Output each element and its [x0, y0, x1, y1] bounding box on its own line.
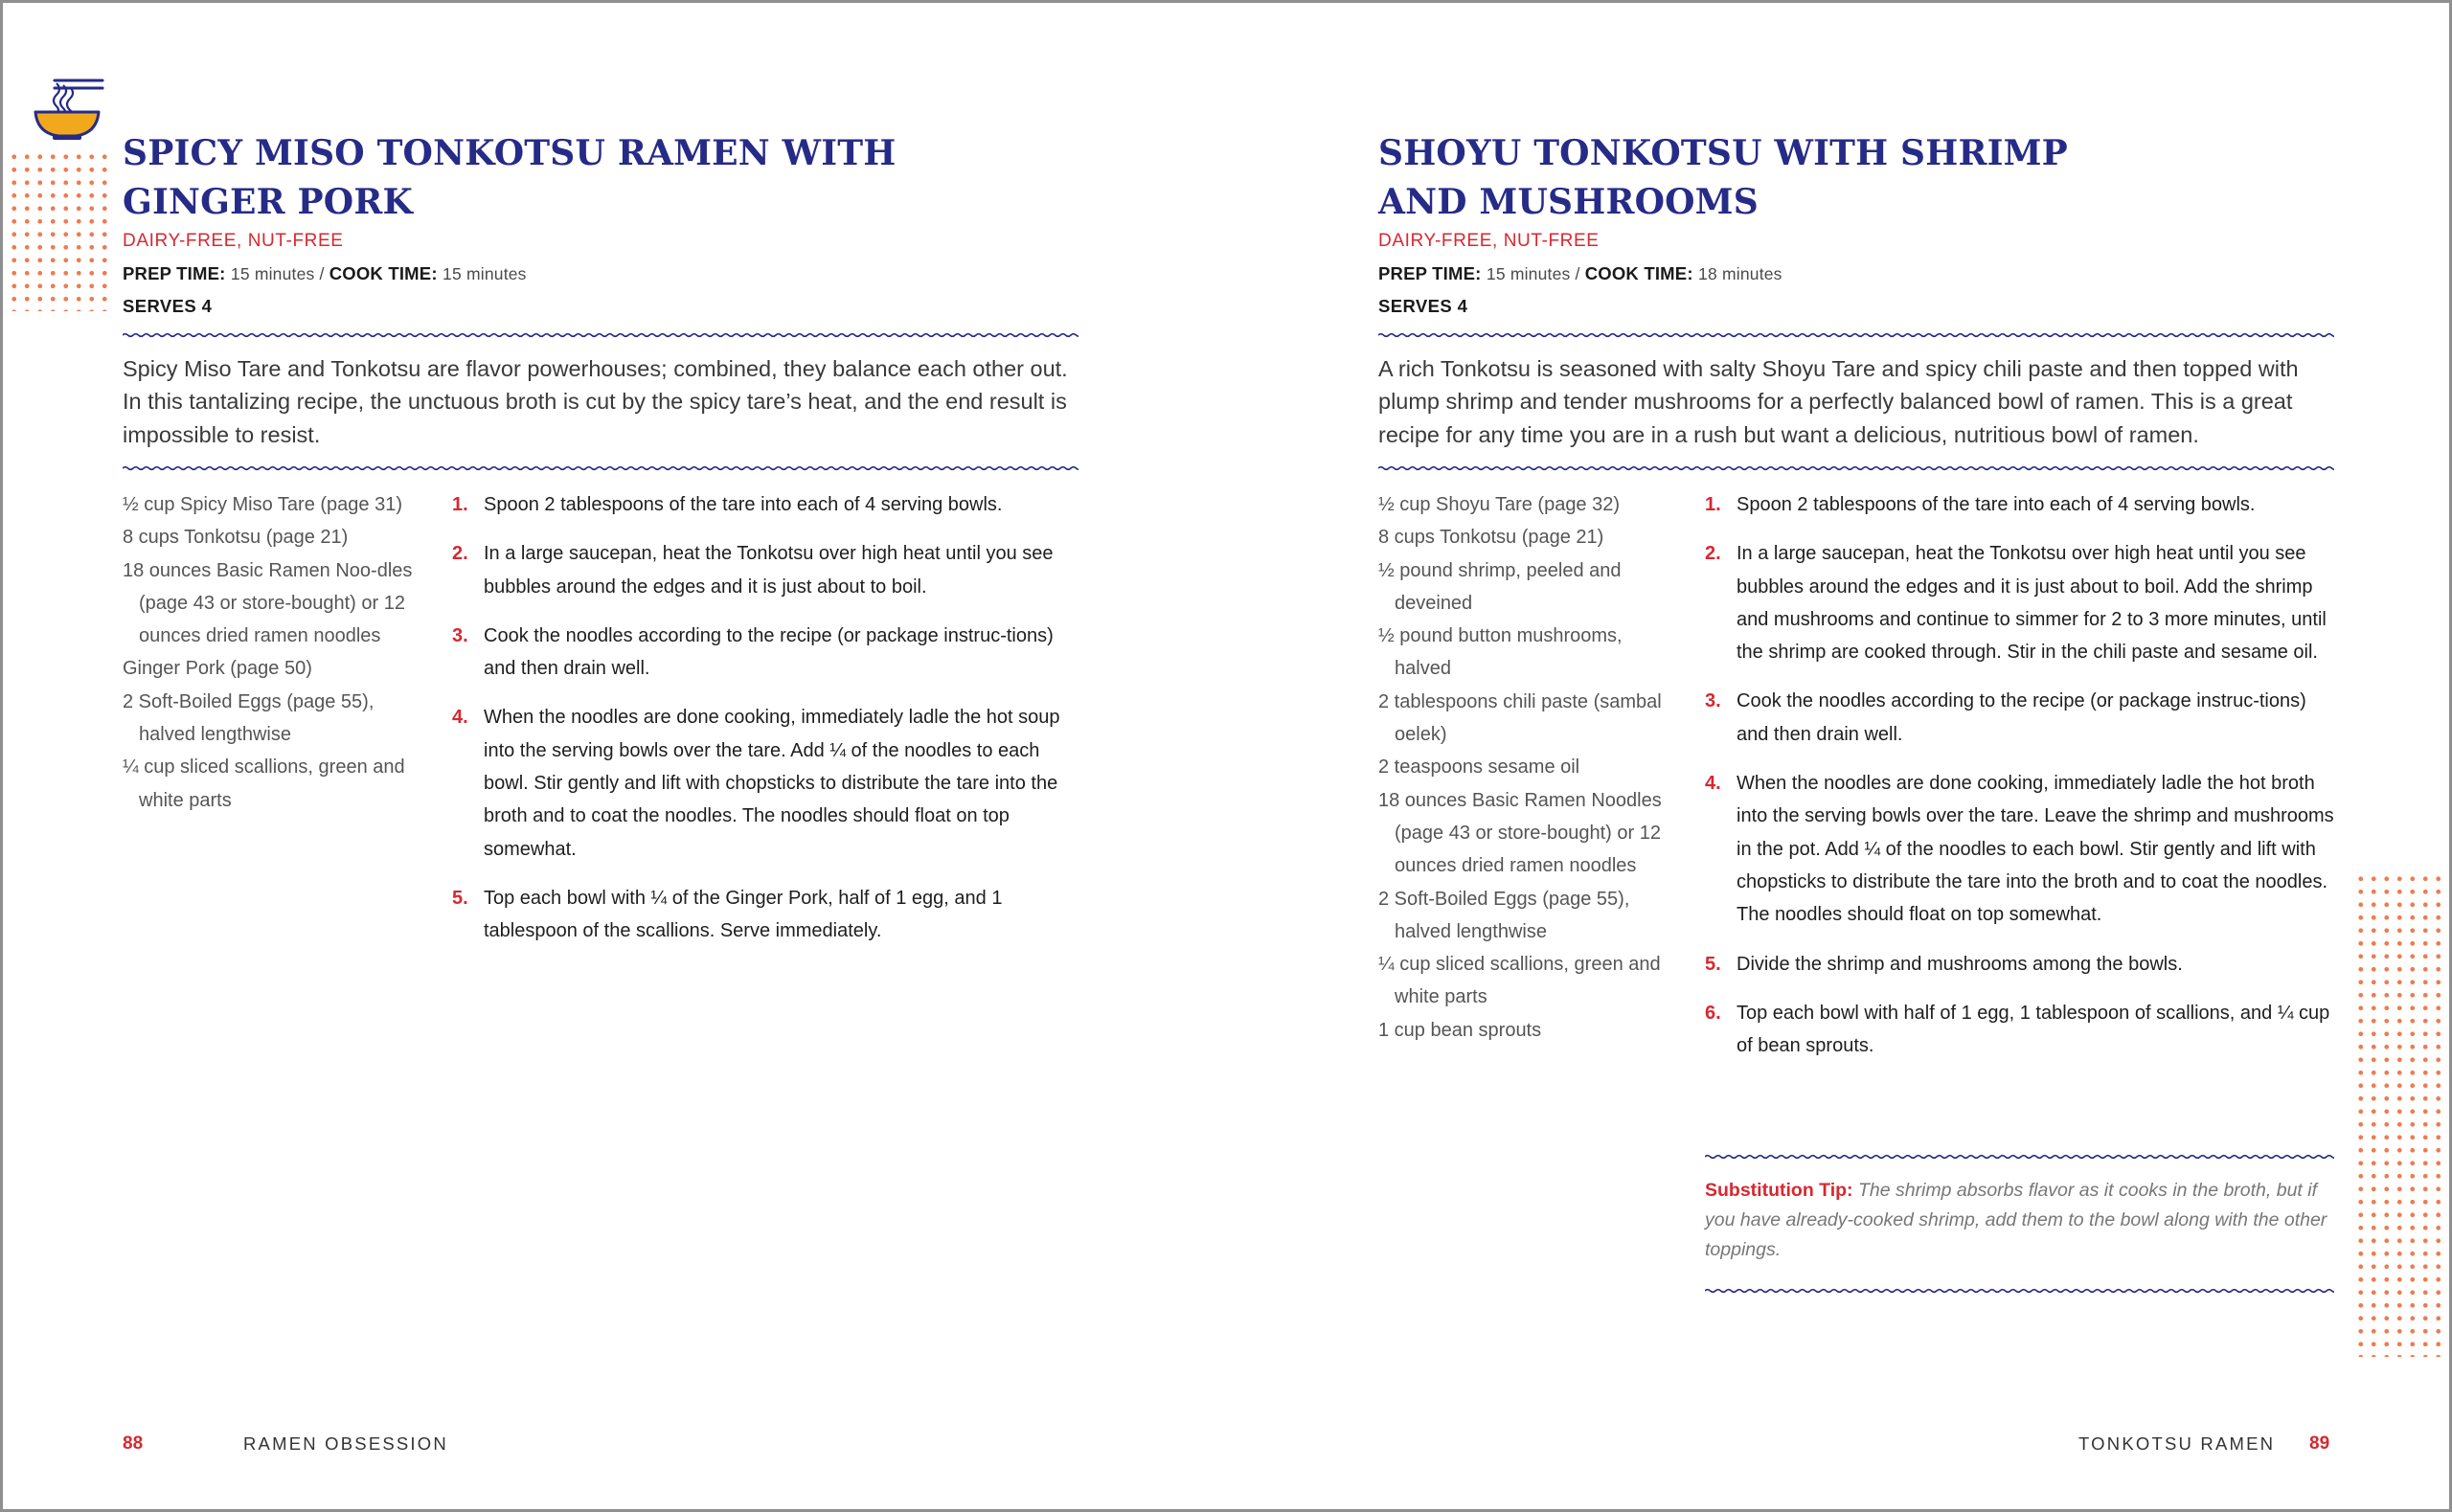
dietary-tags: DAIRY-FREE, NUT-FREE: [123, 231, 344, 251]
ingredient-item: 2 tablespoons chili paste (sambal oelek): [1378, 690, 1662, 746]
step-number: 4.: [452, 707, 468, 729]
method-step: [452, 620, 1084, 686]
page-number: 88: [123, 1433, 144, 1454]
ingredient-item: 1 cup bean sprouts: [1378, 1019, 1542, 1041]
prep-time-value: 15 minutes: [230, 264, 315, 283]
left-page: [3, 3, 1226, 1509]
prep-cook-times: [1378, 263, 1782, 284]
cook-time-label: COOK TIME:: [1584, 263, 1693, 283]
step-text: Cook the noodles according to the recipe (or package instruc-tions) and then drain well.: [1737, 690, 2306, 745]
wavy-divider: [123, 330, 1078, 340]
running-head: TONKOTSU RAMEN: [2078, 1433, 2276, 1454]
ramen-bowl-icon: [32, 76, 108, 141]
ingredient-item: ¼ cup sliced scallions, green and white parts: [1378, 954, 1661, 1008]
step-text: When the noodles are done cooking, immediately ladle the hot broth into the serving bowls over the tare. Leave the shrimp and mushrooms in the pot. Add ¼ of the noodles to each bowl. Stir gently and lift with chopsticks to distribute the tare into the broth and to coat the noodles. The noodles should float on top somewhat.: [1737, 773, 2334, 926]
ingredient-item: ½ pound shrimp, peeled and deveined: [1378, 559, 1622, 614]
book-spread: [3, 3, 2449, 1509]
step-number: 3.: [452, 624, 468, 646]
ingredient-item: 2 Soft-Boiled Eggs (page 55), halved lengthwise: [1378, 888, 1630, 942]
method-step: [1705, 767, 2337, 931]
wavy-divider: [1378, 463, 2334, 473]
tip-label: Substitution Tip:: [1705, 1180, 1853, 1201]
tip-divider-top: [1705, 1152, 2334, 1162]
cook-time-value: 15 minutes: [443, 264, 527, 283]
serves-count: SERVES 4: [123, 296, 213, 316]
step-number: 3.: [1705, 690, 1721, 712]
running-head: RAMEN OBSESSION: [243, 1433, 448, 1454]
step-text: Top each bowl with ¼ of the Ginger Pork, half of 1 egg, and 1 tablespoon of the scallions. Serve immediately.: [484, 887, 1003, 942]
wavy-divider: [123, 463, 1078, 473]
step-text: Divide the shrimp and mushrooms among the bowls.: [1737, 953, 2183, 975]
cook-time-value: 18 minutes: [1698, 264, 1782, 283]
recipe-title: SHOYU TONKOTSU WITH SHRIMP AND MUSHROOMS: [1378, 133, 2068, 222]
method-step: [1705, 537, 2337, 668]
method-step: [1705, 948, 2337, 981]
ingredient-item: 2 Soft-Boiled Eggs (page 55), halved lengthwise: [123, 690, 375, 746]
ingredient-item: ½ cup Spicy Miso Tare (page 31): [123, 494, 403, 515]
recipe-title: SPICY MISO TONKOTSU RAMEN WITH GINGER PORK: [123, 133, 897, 222]
recipe-intro: Spicy Miso Tare and Tonkotsu are flavor powerhouses; combined, they balance each other out. In this tantalizing recipe, the unctuous broth is cut by the spicy tare’s heat, and the end result is impossible to resist.: [123, 356, 1068, 447]
prep-cook-times: [123, 263, 527, 284]
prep-time-label: PREP TIME:: [123, 263, 226, 283]
method-step: [1705, 685, 2337, 751]
wavy-divider: [1378, 330, 2334, 340]
time-separator: /: [1570, 264, 1585, 283]
method-step: [1705, 488, 2337, 521]
method-step: [452, 537, 1084, 603]
ingredient-item: 18 ounces Basic Ramen Noodles (page 43 or store-bought) or 12 ounces dried ramen noodles: [1378, 789, 1662, 877]
step-number: 4.: [1705, 773, 1721, 795]
substitution-tip: [1705, 1176, 2337, 1265]
ingredient-item: ½ cup Shoyu Tare (page 32): [1378, 494, 1621, 515]
ingredient-item: 2 teaspoons sesame oil: [1378, 756, 1580, 779]
step-number: 6.: [1705, 1002, 1721, 1024]
step-number: 1.: [452, 494, 468, 515]
method-step: [452, 882, 1084, 948]
recipe-intro: A rich Tonkotsu is seasoned with salty Shoyu Tare and spicy chili paste and then topped with plump shrimp and tender mushrooms for a perfectly balanced bowl of ramen. This is a great recipe for any time you are in a rush but want a delicious, nutritious bowl of ramen.: [1378, 356, 2299, 447]
right-page: [1226, 3, 2449, 1509]
step-text: Spoon 2 tablespoons of the tare into each of 4 serving bowls.: [1737, 494, 2256, 515]
step-text: In a large saucepan, heat the Tonkotsu over high heat until you see bubbles around the edges and it is just about to boil. Add the shrimp and mushrooms and continue to simmer for 2 to 3 more minutes, until the shrimp are cooked through. Stir in the chili paste and sesame oil.: [1737, 543, 2327, 664]
step-text: When the noodles are done cooking, immediately ladle the hot soup into the serving bowls over the tare. Add ¼ of the noodles to each bowl. Stir gently and lift with chopsticks to distribute the tare into the broth and to coat the noodles. The noodles should float on top somewhat.: [484, 707, 1060, 860]
ingredient-item: 8 cups Tonkotsu (page 21): [123, 527, 349, 549]
step-number: 5.: [1705, 953, 1721, 975]
cook-time-label: COOK TIME:: [329, 263, 438, 283]
method-steps: [452, 488, 1084, 964]
step-text: In a large saucepan, heat the Tonkotsu over high heat until you see bubbles around the edges and it is just about to boil.: [484, 543, 1054, 598]
dietary-tags: DAIRY-FREE, NUT-FREE: [1378, 231, 1600, 251]
step-text: Spoon 2 tablespoons of the tare into each of 4 serving bowls.: [484, 494, 1003, 515]
step-number: 2.: [1705, 543, 1721, 565]
method-step: [452, 488, 1084, 521]
serves-count: SERVES 4: [1378, 296, 1468, 316]
ingredient-list: [123, 488, 429, 817]
ingredient-item: 18 ounces Basic Ramen Noo-dles (page 43 or store-bought) or 12 ounces dried ramen noodles: [123, 559, 413, 647]
method-step: [452, 701, 1084, 865]
tip-text: The shrimp absorbs flavor as it cooks in the broth, but if you have already-cooked shrimp, add them to the bowl along with the other toppings.: [1705, 1180, 2327, 1260]
ingredient-item: ½ pound button mushrooms, halved: [1378, 625, 1623, 680]
step-number: 2.: [452, 543, 468, 565]
tip-divider-bottom: [1705, 1286, 2334, 1296]
decorative-dot-pattern: [2354, 872, 2447, 1357]
ingredient-item: 8 cups Tonkotsu (page 21): [1378, 527, 1604, 549]
step-text: Top each bowl with half of 1 egg, 1 tablespoon of scallions, and ¼ cup of bean sprouts.: [1737, 1002, 2330, 1057]
method-steps: [1705, 488, 2337, 1078]
ingredient-item: ¼ cup sliced scallions, green and white parts: [123, 756, 405, 811]
step-number: 5.: [452, 887, 468, 909]
prep-time-value: 15 minutes: [1486, 264, 1571, 283]
step-text: Cook the noodles according to the recipe (or package instruc-tions) and then drain well.: [484, 624, 1054, 680]
ingredient-list: [1378, 488, 1666, 1047]
method-step: [1705, 997, 2337, 1063]
step-number: 1.: [1705, 494, 1721, 515]
time-separator: /: [314, 264, 329, 283]
prep-time-label: PREP TIME:: [1378, 263, 1482, 283]
ingredient-item: Ginger Pork (page 50): [123, 658, 312, 680]
page-number: 89: [2309, 1433, 2330, 1454]
decorative-dot-pattern: [8, 150, 107, 311]
